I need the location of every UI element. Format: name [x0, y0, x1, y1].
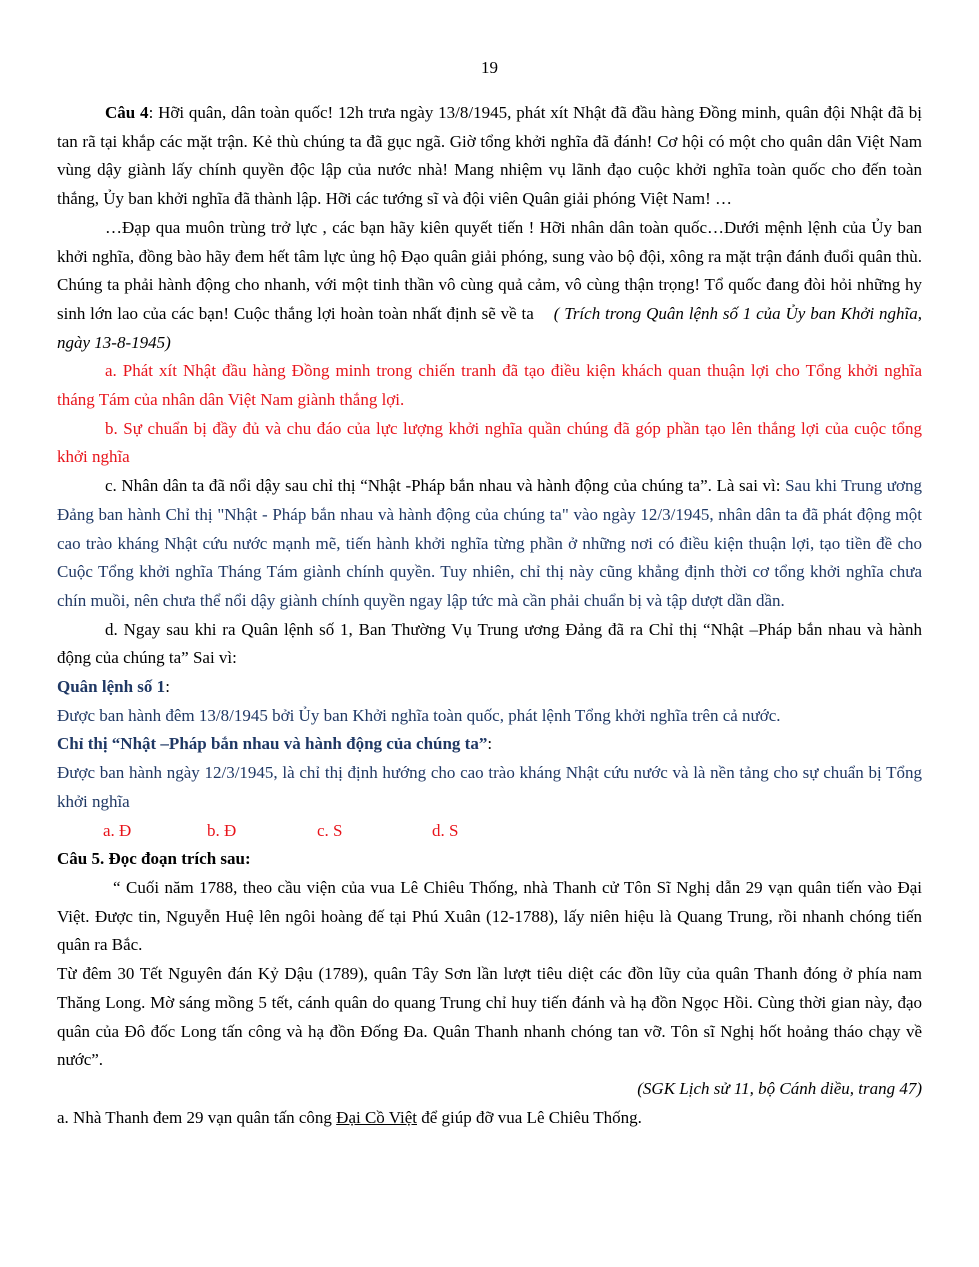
- chi-thi-text: Được ban hành ngày 12/3/1945, là chỉ thị định hướng cho cao trào kháng Nhật cứu nước và là nền tảng cho sự chuẩn bị Tổng khởi nghĩa: [57, 763, 922, 811]
- q4-text-2: …Đạp qua muôn trùng trở lực , các bạn hãy kiên quyết tiến ! Hỡi nhân dân toàn quốc…Dưới mệnh lệnh của Ủy ban khởi nghĩa, đồng bào hãy đem hết tâm lực ủng hộ Đạo quân giải phóng, sung vào bộ đội, xông ra mặt trận đánh đuổi quân thù. Chúng ta phải hành động cho nhanh, với một tinh thần vô cùng quả cảm, vô cùng thận trọng! Tổ quốc đang đòi hỏi những hy sinh lớn lao của các bạn! Cuộc thắng lợi hoàn toàn nhất định sẽ về ta: [57, 217, 922, 323]
- q4-statement-d: d. Ngay sau khi ra Quân lệnh số 1, Ban Thường Vụ Trung ương Đảng đã ra Chỉ thị “Nhật –Pháp bắn nhau và hành động của chúng ta” Sai vì:: [57, 619, 922, 668]
- q4-statement-c: [57, 472, 922, 616]
- document-body: [57, 99, 922, 1132]
- quan-lenh-heading: Quân lệnh số 1: [57, 677, 166, 697]
- q5-source: (SGK Lịch sử 11, bộ Cánh diều, trang 47): [637, 1078, 922, 1098]
- chi-thi-colon: :: [487, 734, 493, 754]
- q4-statement-a: a. Phát xít Nhật đầu hàng Đồng minh trong chiến tranh đã tạo điều kiện khách quan thuận lợi cho Tổng khởi nghĩa tháng Tám của nhân dân Việt Nam giành thắng lợi.: [57, 361, 922, 410]
- q4-source: ( Trích trong Quân lệnh số 1 của Ủy ban Khởi nghĩa, ngày 13-8-1945): [57, 303, 922, 352]
- q4-label: Câu 4: [105, 103, 149, 122]
- answer-b: b. Đ: [207, 820, 237, 840]
- chi-thi-heading: Chỉ thị “Nhật –Pháp bắn nhau và hành động của chúng ta”: [57, 734, 488, 754]
- q4-statement-c-explanation: Sau khi Trung ương Đảng ban hành Chỉ thị "Nhật - Pháp bắn nhau và hành động của chúng ta" vào ngày 12/3/1945, nhân dân ta đã phát động một cao trào kháng Nhật cứu nước mạnh mẽ, tiến hành khởi nghĩa từng phần ở những nơi có điều kiện thuận lợi, tạo tiền đề cho Cuộc Tổng khởi nghĩa Tháng Tám giành chính quyền. Tuy nhiên, chỉ thị này cũng khẳng định thời cơ tổng khởi nghĩa chưa chín muồi, nên chưa thể nổi dậy giành chính quyền ngay lập tức mà cần phải chuẩn bị và tập dượt dần dần.: [57, 476, 922, 610]
- q5-paragraph-1: “ Cuối năm 1788, theo cầu viện của vua Lê Chiêu Thống, nhà Thanh cử Tôn Sĩ Nghị dẫn 29 vạn quân tiến vào Đại Việt. Được tin, Nguyễn Huệ lên ngôi hoàng đế tại Phú Xuân (12-1788), lấy niên hiệu là Quang Trung, rồi nhanh chóng tiến quân ra Bắc.: [57, 877, 922, 955]
- q4-text-1: : Hỡi quân, dân toàn quốc! 12h trưa ngày 13/8/1945, phát xít Nhật đã đầu hàng Đồng minh, quân đội Nhật đã bị tan rã tại khắp các mặt trận. Kẻ thù chúng ta đã gục ngã. Giờ tổng khởi nghĩa đã đánh! Cơ hội có một cho quân dân Việt Nam vùng dậy giành lấy chính quyền độc lập của nước nhà! Mang nhiệm vụ lãnh đạo cuộc khởi nghĩa toàn quốc cho đến toàn thắng, Ủy ban khởi nghĩa đã thành lập. Hỡi các tướng sĩ và đội viên Quân giải phóng Việt Nam! …: [57, 103, 922, 209]
- page-number: 19: [481, 58, 498, 77]
- quan-lenh-text: Được ban hành đêm 13/8/1945 bởi Ủy ban Khởi nghĩa toàn quốc, phát lệnh Tổng khởi nghĩa trên cả nước.: [57, 705, 781, 725]
- q5-a-text-2: để giúp đỡ vua Lê Chiêu Thống.: [417, 1107, 642, 1127]
- answer-c: c. S: [317, 820, 343, 840]
- q5-paragraph-2: Từ đêm 30 Tết Nguyên đán Kỷ Dậu (1789), quân Tây Sơn lần lượt tiêu diệt các đồn lũy của quân Thanh đóng ở phía nam Thăng Long. Mờ sáng mồng 5 tết, cánh quân do quang Trung chỉ huy tiến đánh và hạ đồn Ngọc Hồi. Cùng thời gian này, đạo quân của Đô đốc Long tấn công và hạ đồn Đống Đa. Quân Thanh nhanh chóng tan vỡ. Tôn sĩ Nghị hốt hoảng tháo chạy về nước”.: [57, 964, 922, 1070]
- answer-a: a. Đ: [103, 820, 132, 840]
- q4-paragraph-2: [57, 214, 922, 358]
- q4-statement-c-text: c. Nhân dân ta đã nổi dậy sau chỉ thị “Nhật -Pháp bắn nhau và hành động của chúng ta”. Là sai vì:: [105, 476, 786, 496]
- q5-a-text-1: a. Nhà Thanh đem 29 vạn quân tấn công: [57, 1107, 337, 1127]
- q5-title: Câu 5. Đọc đoạn trích sau:: [57, 849, 251, 869]
- q4-statement-b: b. Sự chuẩn bị đầy đủ và chu đáo của lực lượng khởi nghĩa quần chúng đã góp phần tạo lên thắng lợi của cuộc tổng khởi nghĩa: [57, 418, 922, 467]
- chi-thi-heading-line: [57, 730, 922, 759]
- q4-answers: [57, 817, 922, 846]
- quan-lenh-colon: :: [165, 677, 170, 697]
- q4-paragraph-1: [57, 99, 922, 214]
- quan-lenh-heading-line: [57, 673, 922, 702]
- q5-a-underlined: Đại Cồ Việt: [336, 1107, 417, 1127]
- answer-d: d. S: [432, 820, 459, 840]
- q5-statement-a: [57, 1104, 922, 1133]
